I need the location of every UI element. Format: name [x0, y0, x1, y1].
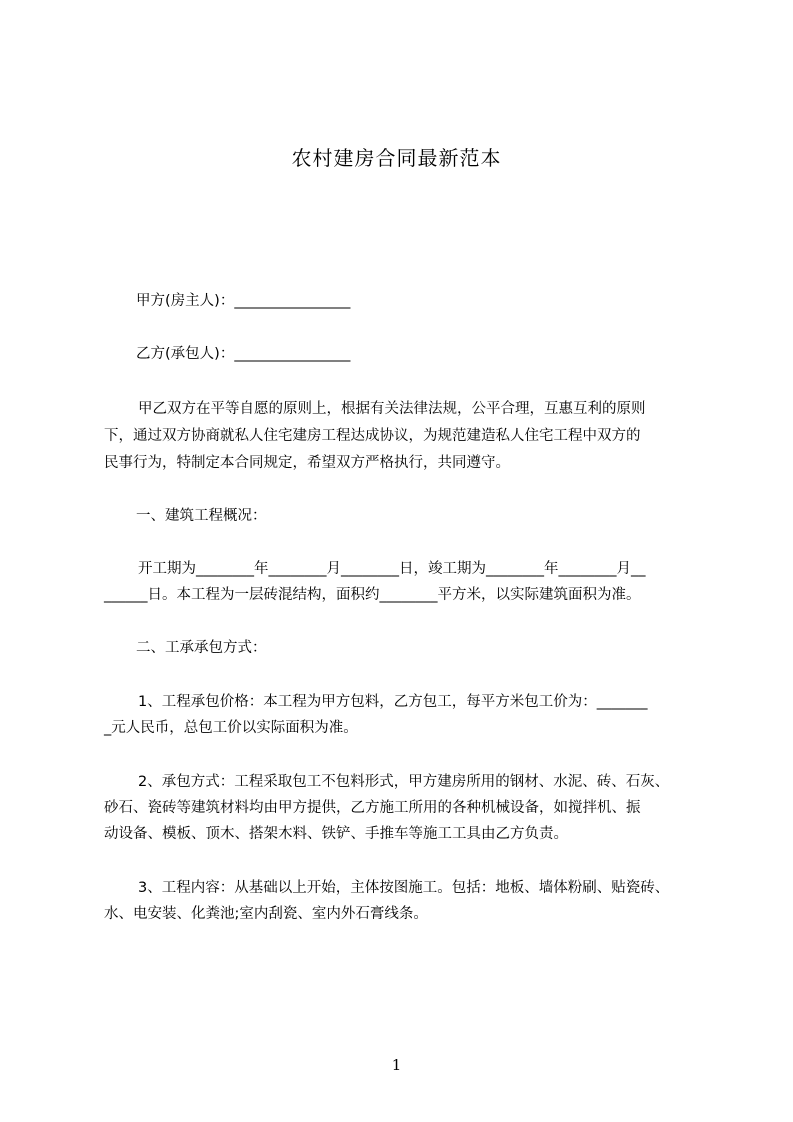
intro-line-1: 甲乙双方在平等自愿的原则上，根据有关法律法规，公平合理，互惠互利的原则 — [138, 401, 646, 417]
item-2-line-3: 动设备、模板、顶木、搭架木料、铁铲、手推车等施工工具由乙方负责。 — [104, 826, 568, 842]
document-title: 农村建房合同最新范本 — [291, 146, 502, 170]
item-2-line-1: 2、承包方式：工程采取包工不包料形式，甲方建房所用的钢材、水泥、砖、石灰、 — [138, 774, 670, 790]
section-1-line-1: 开工期为________年________月________日，竣工期为________年________月__ — [138, 561, 646, 577]
item-3-line-1: 3、工程内容：从基础以上开始，主体按图施工。包括：地板、墙体粉刷、贴瓷砖、 — [138, 880, 670, 896]
item-3-line-2: 水、电安装、化粪池;室内刮瓷、室内外石膏线条。 — [104, 906, 428, 922]
party-b-line: 乙方(承包人)：________________ — [136, 346, 351, 362]
item-1-line-2: _元人民币，总包工价以实际面积为准。 — [104, 720, 358, 736]
section-1-heading: 一、建筑工程概况： — [136, 508, 267, 524]
page-number: 1 — [391, 1056, 402, 1074]
party-a-line: 甲方(房主人)：________________ — [136, 293, 351, 309]
intro-line-3: 民事行为，特制定本合同规定，希望双方严格执行，共同遵守。 — [104, 455, 510, 471]
section-1-line-2: ______日。本工程为一层砖混结构，面积约________平方米，以实际建筑面积为准。 — [104, 587, 641, 603]
item-2-line-2: 砂石、瓷砖等建筑材料均由甲方提供，乙方施工所用的各种机械设备，如搅拌机、振 — [104, 800, 641, 816]
section-2-heading: 二、工承承包方式： — [136, 640, 267, 656]
item-1-line-1: 1、工程承包价格：本工程为甲方包料，乙方包工，每平方米包工价为：_______ — [138, 694, 648, 710]
intro-line-2: 下，通过双方协商就私人住宅建房工程达成协议，为规范建造私人住宅工程中双方的 — [104, 428, 641, 444]
